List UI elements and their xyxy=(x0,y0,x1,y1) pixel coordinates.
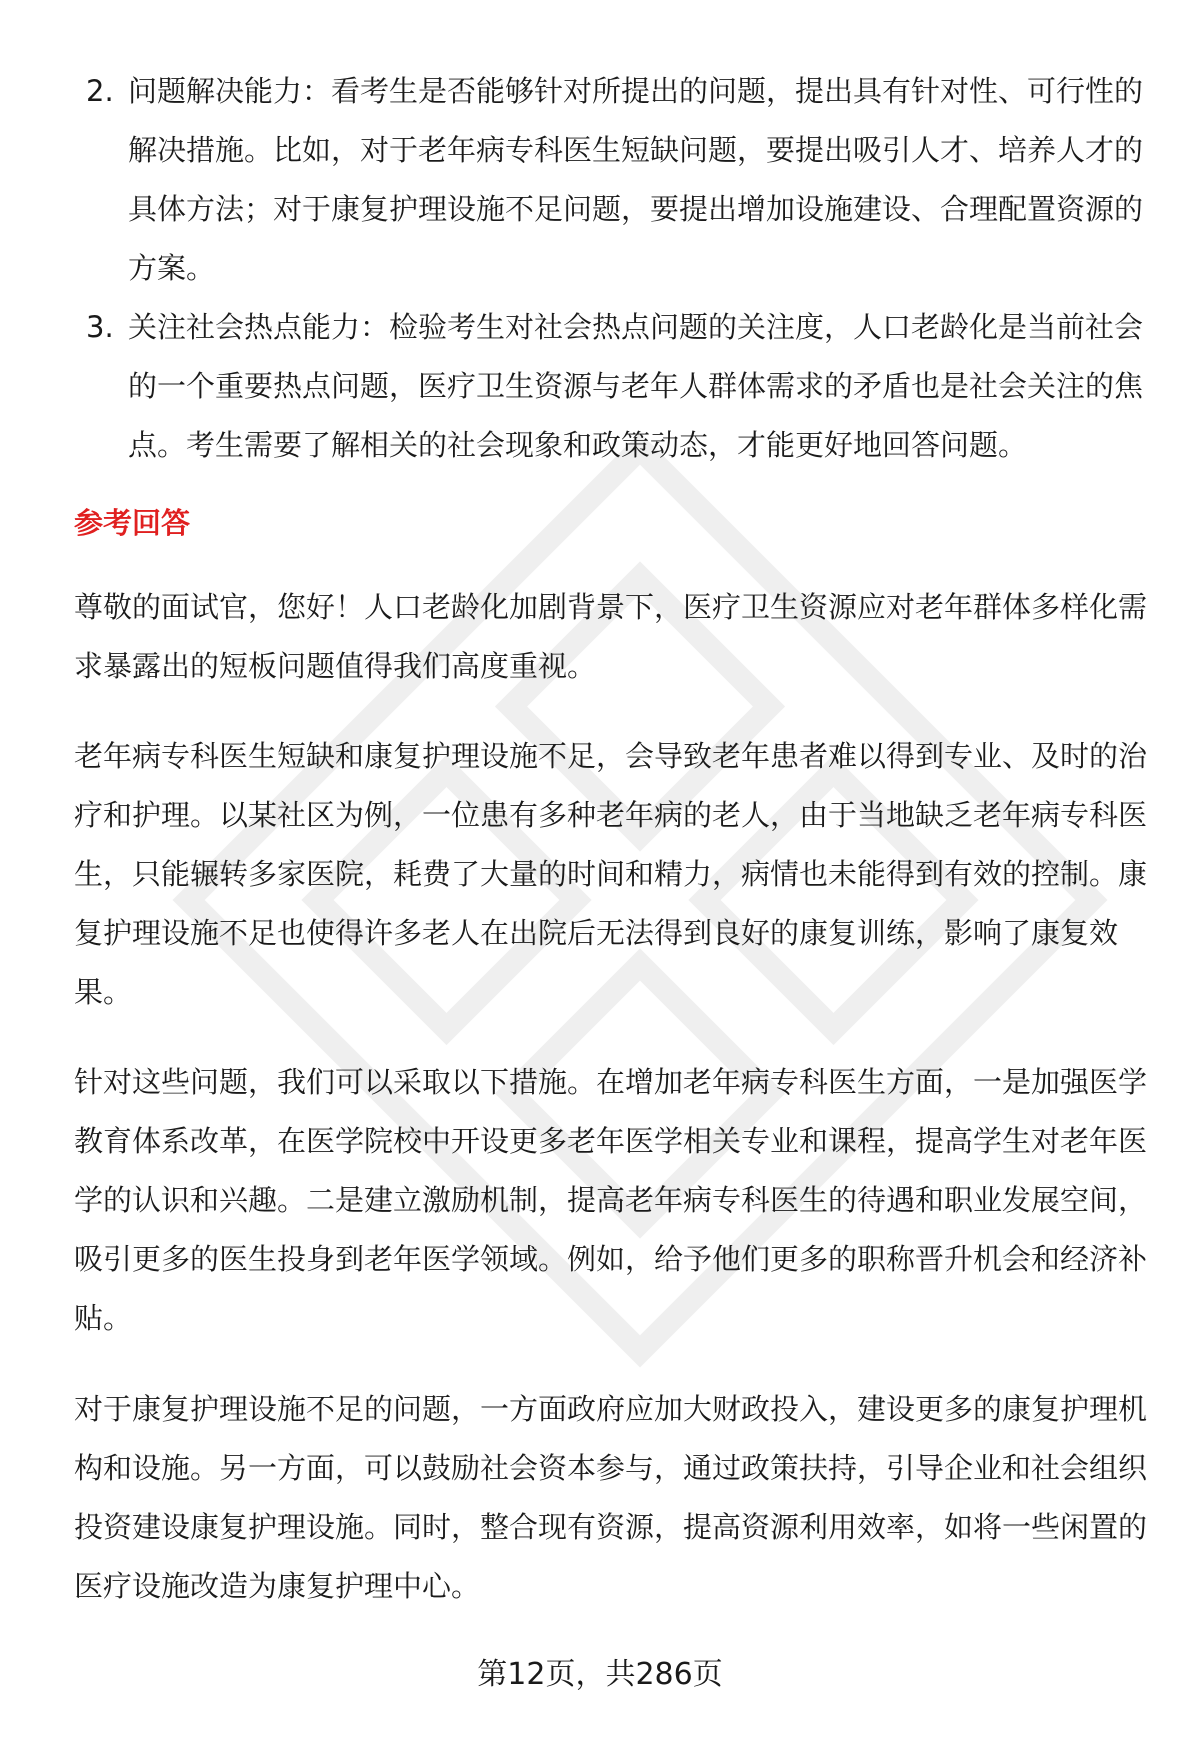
list-text: 问题解决能力：看考生是否能够针对所提出的问题，提出具有针对性、可行性的解决措施。比如，对于老年病专科医生短缺问题，要提出吸引人才、培养人才的具体方法；对于康复护理设施不足问题，要提出增加设施建设、合理配置资源的方案。 xyxy=(128,74,1144,285)
paragraph: 老年病专科医生短缺和康复护理设施不足，会导致老年患者难以得到专业、及时的治疗和护理。以某社区为例，一位患有多种老年病的老人，由于当地缺乏老年病专科医生，只能辗转多家医院，耗费了大量的时间和精力，病情也未能得到有效的控制。康复护理设施不足也使得许多老人在出院后无法得到良好的康复训练，影响了康复效果。 xyxy=(74,739,1148,1009)
list-item xyxy=(74,62,1144,298)
list-item xyxy=(74,298,1144,475)
numbered-list xyxy=(74,62,1144,475)
list-number: 3. xyxy=(86,310,114,344)
paragraph: 对于康复护理设施不足的问题，一方面政府应加大财政投入，建设更多的康复护理机构和设施。另一方面，可以鼓励社会资本参与，通过政策扶持，引导企业和社会组织投资建设康复护理设施。同时，整合现有资源，提高资源利用效率，如将一些闲置的医疗设施改造为康复护理中心。 xyxy=(74,1392,1148,1603)
list-text: 关注社会热点能力：检验考生对社会热点问题的关注度，人口老龄化是当前社会的一个重要热点问题，医疗卫生资源与老年人群体需求的矛盾也是社会关注的焦点。考生需要了解相关的社会现象和政策动态，才能更好地回答问题。 xyxy=(128,310,1144,462)
paragraph: 尊敬的面试官，您好！人口老龄化加剧背景下，医疗卫生资源应对老年群体多样化需求暴露出的短板问题值得我们高度重视。 xyxy=(74,590,1148,683)
section-heading: 参考回答 xyxy=(74,506,191,540)
page-number-footer: 第12页，共286页 xyxy=(477,1657,723,1692)
paragraph: 针对这些问题，我们可以采取以下措施。在增加老年病专科医生方面，一是加强医学教育体系改革，在医学院校中开设更多老年医学相关专业和课程，提高学生对老年医学的认识和兴趣。二是建立激励机制，提高老年病专科医生的待遇和职业发展空间，吸引更多的医生投身到老年医学领域。例如，给予他们更多的职称晋升机会和经济补贴。 xyxy=(74,1065,1148,1335)
list-number: 2. xyxy=(86,74,114,108)
